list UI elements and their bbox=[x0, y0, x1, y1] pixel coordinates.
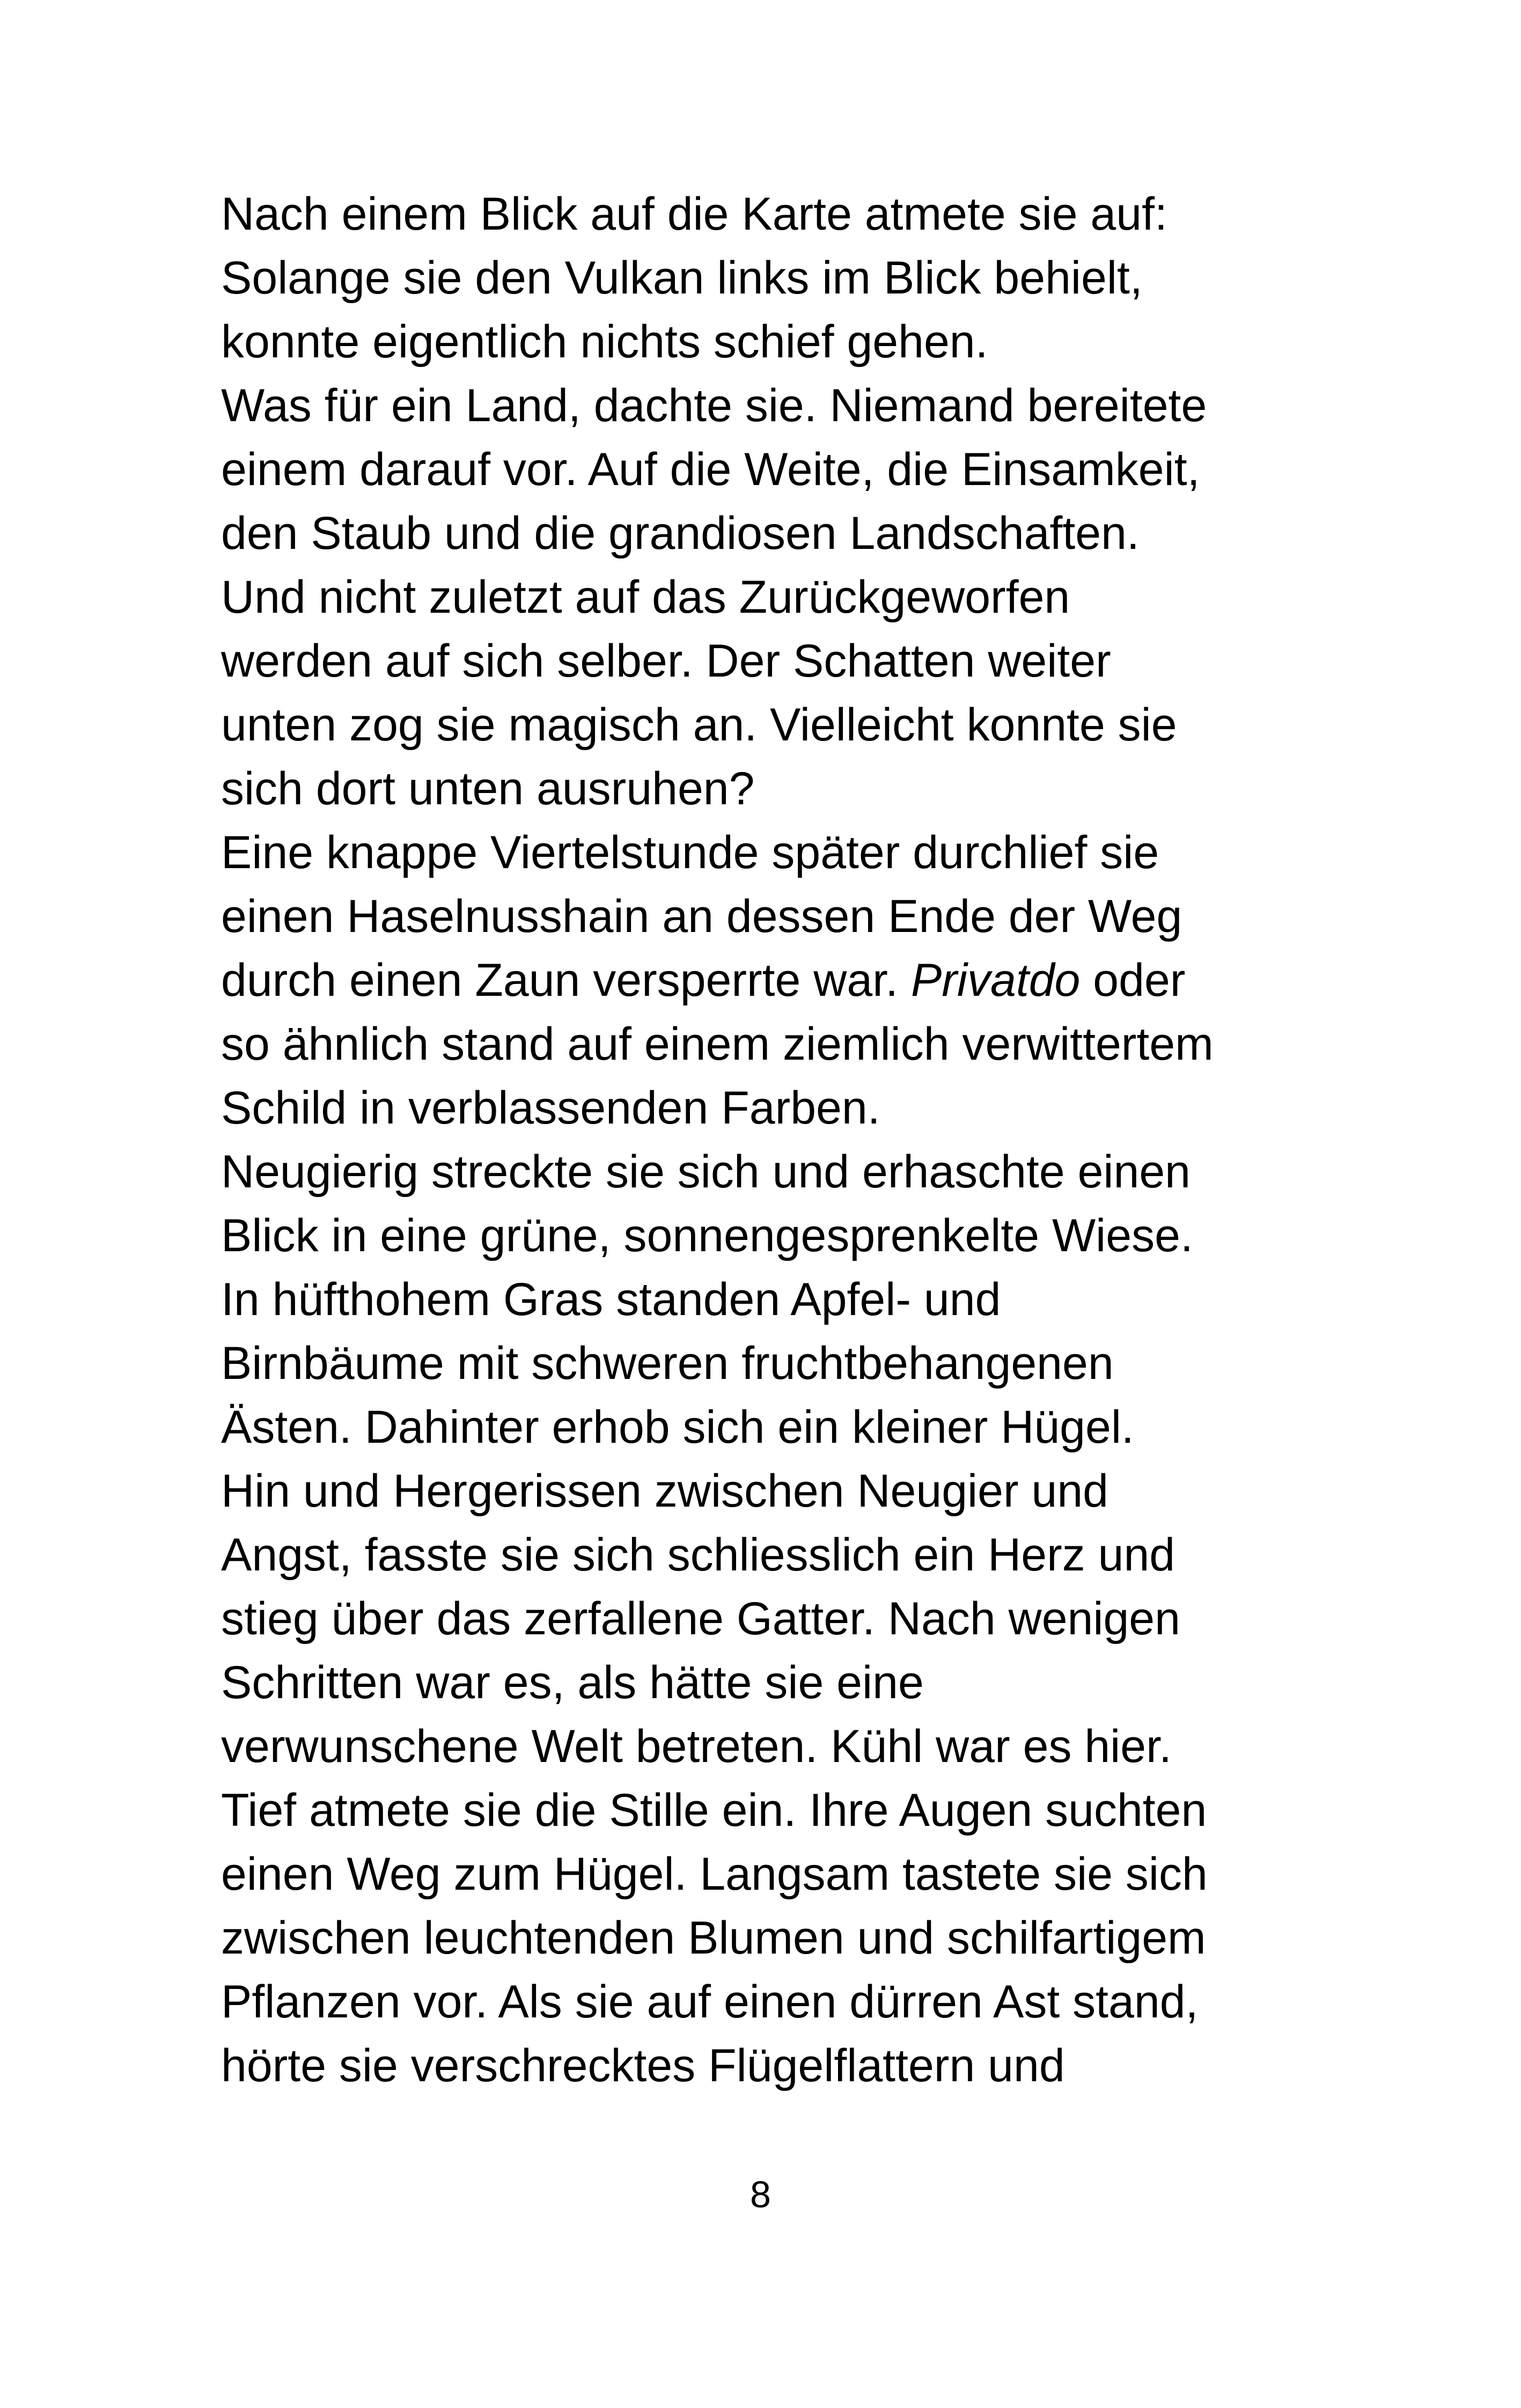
text-line: konnte eigentlich nichts schief gehen. bbox=[221, 316, 988, 368]
text-line: einem darauf vor. Auf die Weite, die Einsamkeit, bbox=[221, 444, 1200, 495]
text-line: einen Weg zum Hügel. Langsam tastete sie sich bbox=[221, 1848, 1208, 1900]
text-line: stieg über das zerfallene Gatter. Nach wenigen bbox=[221, 1593, 1180, 1645]
text-line: unten zog sie magisch an. Vielleicht konnte sie bbox=[221, 699, 1177, 751]
text-line: Nach einem Blick auf die Karte atmete sie auf: bbox=[221, 188, 1167, 240]
text-line: Neugierig streckte sie sich und erhaschte einen bbox=[221, 1146, 1191, 1198]
body-text bbox=[221, 182, 1326, 2098]
text-line: Eine knappe Viertelstunde später durchlief sie bbox=[221, 827, 1159, 878]
text-line-with-italic bbox=[221, 949, 1326, 1012]
text-line: Hin und Hergerissen zwischen Neugier und bbox=[221, 1465, 1108, 1517]
text-line: Angst, fasste sie sich schliesslich ein Herz und bbox=[221, 1529, 1175, 1581]
page-number: 8 bbox=[750, 2174, 771, 2215]
text-line: werden auf sich selber. Der Schatten weiter bbox=[221, 635, 1111, 687]
text-line: einen Haselnusshain an dessen Ende der Weg bbox=[221, 891, 1182, 942]
text-line: Pflanzen vor. Als sie auf einen dürren Ast stand, bbox=[221, 1976, 1199, 2028]
text-line: zwischen leuchtenden Blumen und schilfartigem bbox=[221, 1912, 1206, 1964]
text-line: In hüfthohem Gras standen Apfel- und bbox=[221, 1274, 1001, 1325]
text-line: Blick in eine grüne, sonnengesprenkelte Wiese. bbox=[221, 1210, 1193, 1261]
text-line: Und nicht zuletzt auf das Zurückgeworfen bbox=[221, 571, 1070, 623]
text-line: hörte sie verschrecktes Flügelflattern und bbox=[221, 2040, 1065, 2091]
text-line: sich dort unten ausruhen? bbox=[221, 763, 755, 814]
text-segment: durch einen Zaun versperrte war. bbox=[221, 955, 911, 1006]
text-line: den Staub und die grandiosen Landschaften. bbox=[221, 508, 1140, 559]
text-line: Birnbäume mit schweren fruchtbehangenen bbox=[221, 1338, 1114, 1389]
text-segment: oder bbox=[1080, 955, 1186, 1006]
text-line: Schild in verblassenden Farben. bbox=[221, 1082, 880, 1134]
text-line: so ähnlich stand auf einem ziemlich verwittertem bbox=[221, 1018, 1214, 1070]
text-line: Solange sie den Vulkan links im Blick behielt, bbox=[221, 252, 1143, 304]
italic-sign-text: Privatdo bbox=[910, 955, 1081, 1006]
text-line: Schritten war es, als hätte sie eine bbox=[221, 1657, 924, 1708]
text-line: verwunschene Welt betreten. Kühl war es hier. bbox=[221, 1721, 1172, 1772]
text-line: Tief atmete sie die Stille ein. Ihre Augen suchten bbox=[221, 1785, 1207, 1836]
text-line: Was für ein Land, dachte sie. Niemand bereitete bbox=[221, 380, 1207, 431]
text-line: Ästen. Dahinter erhob sich ein kleiner Hügel. bbox=[221, 1401, 1134, 1453]
